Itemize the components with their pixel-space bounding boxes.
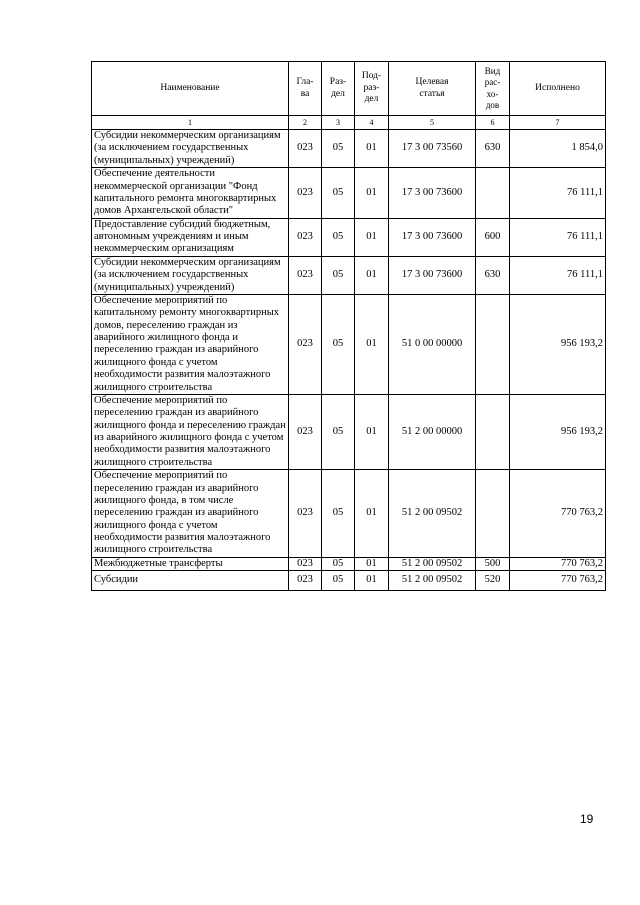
row-vid: 520 — [476, 571, 510, 590]
row-razdel: 05 — [322, 571, 355, 590]
row-amount: 76 111,1 — [510, 218, 606, 256]
row-razdel: 05 — [322, 256, 355, 294]
row-name: Субсидии некоммерческим организациям (за исключением государственных (муниципальных) учреждений) — [92, 130, 289, 168]
row-target: 51 2 00 09502 — [389, 571, 476, 590]
column-number-row — [92, 116, 606, 130]
row-podrazdel: 01 — [355, 470, 389, 558]
row-vid: 600 — [476, 218, 510, 256]
page-number: 19 — [580, 812, 594, 826]
row-amount: 770 763,2 — [510, 557, 606, 570]
header-razdel: Раз- дел — [322, 62, 355, 116]
row-target: 51 2 00 09502 — [389, 557, 476, 570]
row-vid: 630 — [476, 130, 510, 168]
table-row — [92, 571, 606, 590]
row-name: Субсидии некоммерческим организациям (за исключением государственных (муниципальных) учреждений) — [92, 256, 289, 294]
row-target: 51 0 00 00000 — [389, 294, 476, 394]
column-number: 6 — [476, 116, 510, 130]
column-number: 3 — [322, 116, 355, 130]
table-row — [92, 256, 606, 294]
row-amount: 770 763,2 — [510, 571, 606, 590]
row-razdel: 05 — [322, 557, 355, 570]
row-name: Обеспечение мероприятий по переселению граждан из аварийного жилищного фонда и переселению граждан из аварийного жилищного фонда с учетом необходимости развития малоэтажного жилищного строительства — [92, 394, 289, 469]
row-vid: 500 — [476, 557, 510, 570]
row-target: 17 3 00 73560 — [389, 130, 476, 168]
table-row — [92, 470, 606, 558]
row-razdel: 05 — [322, 294, 355, 394]
row-name: Межбюджетные трансферты — [92, 557, 289, 570]
row-glava: 023 — [289, 256, 322, 294]
row-podrazdel: 01 — [355, 168, 389, 219]
header-name: Наименование — [92, 62, 289, 116]
row-glava: 023 — [289, 130, 322, 168]
row-vid: 630 — [476, 256, 510, 294]
row-amount: 956 193,2 — [510, 294, 606, 394]
row-glava: 023 — [289, 294, 322, 394]
row-target: 17 3 00 73600 — [389, 168, 476, 219]
row-podrazdel: 01 — [355, 130, 389, 168]
row-glava: 023 — [289, 218, 322, 256]
table-row — [92, 557, 606, 570]
row-target: 17 3 00 73600 — [389, 218, 476, 256]
row-name: Предоставление субсидий бюджетным, автономным учреждениям и иным некоммерческим организациям — [92, 218, 289, 256]
row-podrazdel: 01 — [355, 557, 389, 570]
table-row — [92, 130, 606, 168]
row-amount: 76 111,1 — [510, 168, 606, 219]
column-number: 1 — [92, 116, 289, 130]
row-amount: 1 854,0 — [510, 130, 606, 168]
table-header-row — [92, 62, 606, 116]
header-executed: Исполнено — [510, 62, 606, 116]
row-razdel: 05 — [322, 470, 355, 558]
row-podrazdel: 01 — [355, 218, 389, 256]
row-glava: 023 — [289, 394, 322, 469]
row-target: 17 3 00 73600 — [389, 256, 476, 294]
header-target: Целевая статья — [389, 62, 476, 116]
table-row — [92, 394, 606, 469]
header-podrazdel: Под- раз- дел — [355, 62, 389, 116]
row-target: 51 2 00 00000 — [389, 394, 476, 469]
row-amount: 770 763,2 — [510, 470, 606, 558]
table-row — [92, 218, 606, 256]
row-name: Обеспечение мероприятий по переселению граждан из аварийного жилищного фонда, в том числе переселению граждан из аварийного жилищного фонда с учетом необходимости развития малоэтажного жилищного строительства — [92, 470, 289, 558]
budget-execution-table — [91, 61, 606, 591]
row-name: Обеспечение мероприятий по капитальному ремонту многоквартирных домов, переселению граждан из аварийного жилищного фонда и переселению граждан из аварийного жилищного фонда с учетом необходимости развития малоэтажного жилищного строительства — [92, 294, 289, 394]
table-row — [92, 294, 606, 394]
row-glava: 023 — [289, 168, 322, 219]
column-number: 7 — [510, 116, 606, 130]
column-number: 4 — [355, 116, 389, 130]
row-razdel: 05 — [322, 168, 355, 219]
row-podrazdel: 01 — [355, 571, 389, 590]
row-vid — [476, 294, 510, 394]
row-glava: 023 — [289, 470, 322, 558]
row-amount: 76 111,1 — [510, 256, 606, 294]
row-amount: 956 193,2 — [510, 394, 606, 469]
row-podrazdel: 01 — [355, 256, 389, 294]
row-vid — [476, 394, 510, 469]
table-row — [92, 168, 606, 219]
column-number: 5 — [389, 116, 476, 130]
row-glava: 023 — [289, 557, 322, 570]
row-razdel: 05 — [322, 394, 355, 469]
row-vid — [476, 168, 510, 219]
row-razdel: 05 — [322, 218, 355, 256]
header-vid: Вид рас- хо- дов — [476, 62, 510, 116]
row-razdel: 05 — [322, 130, 355, 168]
row-podrazdel: 01 — [355, 394, 389, 469]
row-podrazdel: 01 — [355, 294, 389, 394]
row-name: Обеспечение деятельности некоммерческой организации "Фонд капитального ремонта многоквартирных домов Архангельской области" — [92, 168, 289, 219]
row-glava: 023 — [289, 571, 322, 590]
column-number: 2 — [289, 116, 322, 130]
header-glava: Гла- ва — [289, 62, 322, 116]
row-vid — [476, 470, 510, 558]
row-target: 51 2 00 09502 — [389, 470, 476, 558]
row-name: Субсидии — [92, 571, 289, 590]
